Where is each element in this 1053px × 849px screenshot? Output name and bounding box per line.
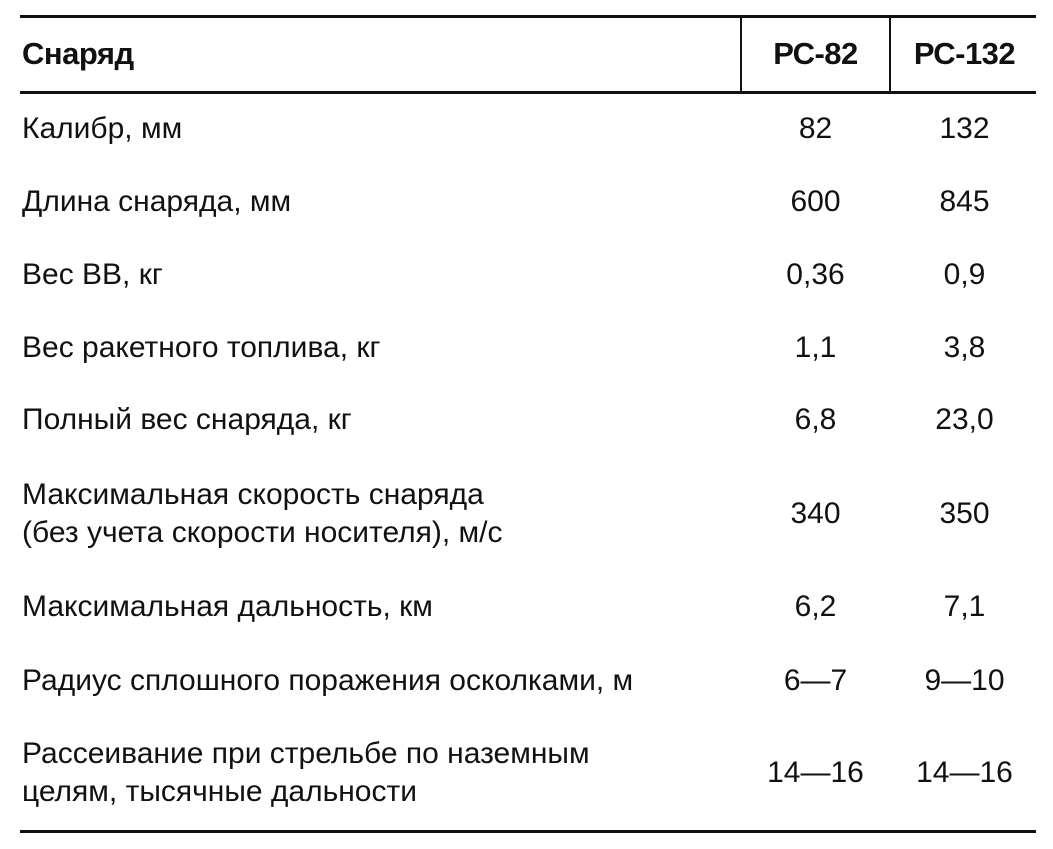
- table-row: [0, 329, 1053, 367]
- header-rs132: РС-132: [913, 35, 1016, 71]
- row-label: Вес ракетного топлива, кг: [22, 331, 381, 364]
- table-row: [0, 735, 1053, 811]
- table-row: [0, 401, 1053, 439]
- table-row: [0, 110, 1053, 148]
- value-rs82: 6,8: [794, 403, 837, 436]
- table-row: [0, 662, 1053, 700]
- row-label: Радиус сплошного поражения осколками, м: [22, 664, 634, 697]
- header-rs82: РС-82: [773, 35, 858, 71]
- value-rs82: 0,36: [786, 258, 845, 291]
- row-label: Вес ВВ, кг: [22, 258, 163, 291]
- value-rs82: 6,2: [794, 590, 837, 623]
- value-rs132: 350: [939, 497, 990, 530]
- value-rs132: 3,8: [943, 331, 986, 364]
- value-rs82: 1,1: [794, 331, 837, 364]
- table-row: [0, 183, 1053, 221]
- value-rs132: 23,0: [935, 403, 994, 436]
- row-label: Длина снаряда, мм: [22, 185, 292, 218]
- table-row: [0, 256, 1053, 294]
- value-rs82: 6—7: [783, 664, 848, 697]
- row-label: Максимальная скорость снаряда (без учета скорости носителя), м/с: [22, 478, 503, 549]
- value-rs132: 845: [939, 185, 990, 218]
- table-row: [0, 588, 1053, 626]
- value-rs82: 340: [790, 497, 841, 530]
- value-rs132: 9—10: [924, 664, 1005, 697]
- value-rs132: 14—16: [916, 756, 1013, 789]
- row-label: Калибр, мм: [22, 112, 183, 145]
- value-rs132: 7,1: [943, 590, 986, 623]
- value-rs82: 82: [798, 112, 833, 145]
- header-rule: [20, 91, 1036, 94]
- value-rs132: 132: [939, 112, 990, 145]
- table-bottom-rule: [20, 830, 1036, 833]
- row-label: Рассеивание при стрельбе по наземным целям, тысячные дальности: [22, 737, 590, 808]
- header-param: Снаряд: [22, 35, 134, 71]
- row-label: Полный вес снаряда, кг: [22, 403, 352, 436]
- value-rs82: 600: [790, 185, 841, 218]
- value-rs132: 0,9: [943, 258, 986, 291]
- row-label: Максимальная дальность, км: [22, 590, 433, 623]
- value-rs82: 14—16: [767, 756, 864, 789]
- table-row: [0, 476, 1053, 552]
